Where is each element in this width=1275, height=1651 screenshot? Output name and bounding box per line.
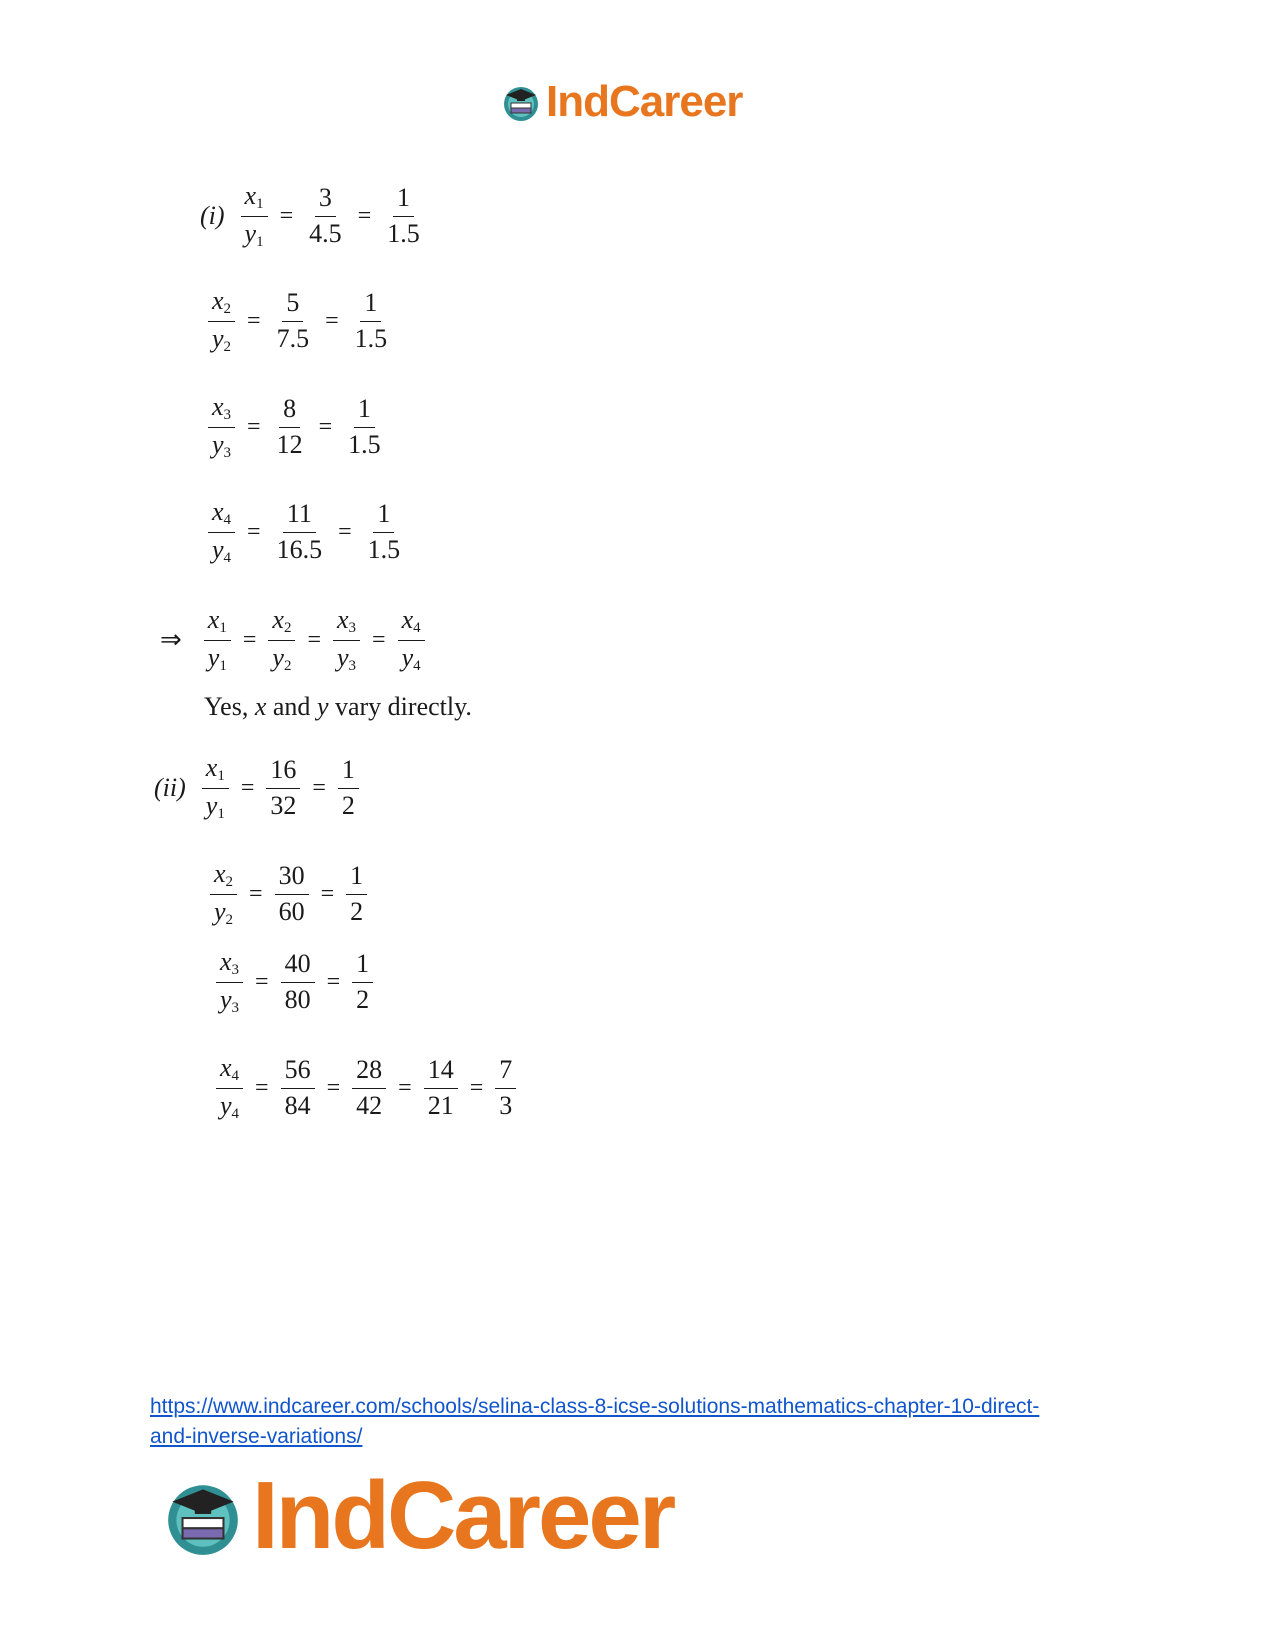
fraction-lhs: $\frac{x_1}{y_1}$ (241, 182, 268, 250)
equation-i-4: $\frac{x_4}{y_4}$ = $\frac{11}{16.5}$ = $\frac{1}{1.5}$ (200, 498, 412, 566)
logo-wordmark: IndCareer (252, 1462, 674, 1569)
fraction: $\frac{28}{42}$ (352, 1056, 386, 1120)
equation-implies: ⇒ $\frac{x_1}{y_1}$ = $\frac{x_2}{y_2}$ = $\frac{x_3}{y_3}$ = $\frac{x_4}{y_4}$ (160, 606, 433, 674)
fraction: $\frac{8}{12}$ (276, 393, 303, 459)
fraction-lhs: $\frac{x_2}{y_2}$ (208, 287, 235, 355)
fraction-lhs: $\frac{x_3}{y_3}$ (208, 393, 235, 461)
source-url-link[interactable]: https://www.indcareer.com/schools/selina-class-8-icse-solutions-mathematics-chapter-10-direct- and-inverse-variations/ (150, 1395, 1040, 1448)
equation-ii-2: $\frac{x_2}{y_2}$ = $\frac{30}{60}$ = $\frac{1}{2}$ (202, 860, 375, 928)
equation-i-2: $\frac{x_2}{y_2}$ = $\frac{5}{7.5}$ = $\frac{1}{1.5}$ (200, 287, 399, 355)
fraction: $\frac{1}{1.5}$ (367, 498, 401, 564)
fraction: $\frac{1}{1.5}$ (348, 393, 381, 459)
fraction-lhs: $\frac{x_4}{y_4}$ (216, 1054, 243, 1122)
header-logo (500, 77, 743, 126)
fraction: $\frac{x_4}{y_4}$ (398, 606, 425, 674)
fraction: $\frac{16}{32}$ (266, 756, 300, 820)
fraction: $\frac{1}{1.5}$ (354, 287, 388, 353)
logo-wordmark: IndCareer (546, 77, 743, 126)
fraction: $\frac{x_3}{y_3}$ (333, 606, 360, 674)
equation-ii-1: (ii) $\frac{x_1}{y_1}$ = $\frac{16}{32}$ = $\frac{1}{2}$ (154, 754, 367, 822)
fraction-lhs: $\frac{x_1}{y_1}$ (202, 754, 229, 822)
fraction: $\frac{1}{1.5}$ (387, 182, 420, 248)
part-label: (i) (200, 201, 225, 230)
fraction: $\frac{7}{3}$ (495, 1056, 516, 1120)
fraction-lhs: $\frac{x_2}{y_2}$ (210, 860, 237, 928)
fraction: $\frac{1}{2}$ (338, 756, 359, 820)
fraction: $\frac{14}{21}$ (424, 1056, 458, 1120)
fraction-lhs: $\frac{x_3}{y_3}$ (216, 948, 243, 1016)
footer-logo (160, 1462, 674, 1569)
equation-i-1: (i) $\frac{x_1}{y_1}$ = $\frac{3}{4.5}$ = $\frac{1}{1.5}$ (200, 182, 432, 250)
part-label: (ii) (154, 773, 186, 802)
equation-ii-3: $\frac{x_3}{y_3}$ = $\frac{40}{80}$ = $\frac{1}{2}$ (208, 948, 381, 1016)
equation-i-3: $\frac{x_3}{y_3}$ = $\frac{8}{12}$ = $\frac{1}{1.5}$ (200, 393, 393, 461)
fraction: $\frac{x_2}{y_2}$ (268, 606, 295, 674)
fraction: $\frac{3}{4.5}$ (309, 182, 342, 248)
equation-ii-4: $\frac{x_4}{y_4}$ = $\frac{56}{84}$ = $\frac{28}{42}$ = $\frac{14}{21}$ = $\frac{7}{3}$ (208, 1054, 524, 1122)
fraction-lhs: $\frac{x_1}{y_1}$ (204, 606, 231, 674)
fraction: $\frac{30}{60}$ (275, 862, 309, 926)
fraction: $\frac{56}{84}$ (281, 1056, 315, 1120)
fraction: $\frac{1}{2}$ (352, 950, 373, 1014)
implies-arrow: ⇒ (160, 625, 182, 655)
graduation-cap-book-globe-icon (160, 1473, 246, 1559)
fraction-lhs: $\frac{x_4}{y_4}$ (208, 498, 235, 566)
graduation-cap-book-globe-icon (500, 81, 542, 123)
fraction: $\frac{1}{2}$ (346, 862, 367, 926)
conclusion-text: Yes, x and y vary directly. (204, 692, 472, 721)
fraction: $\frac{40}{80}$ (281, 950, 315, 1014)
fraction: $\frac{11}{16.5}$ (276, 498, 323, 564)
fraction: $\frac{5}{7.5}$ (276, 287, 310, 353)
